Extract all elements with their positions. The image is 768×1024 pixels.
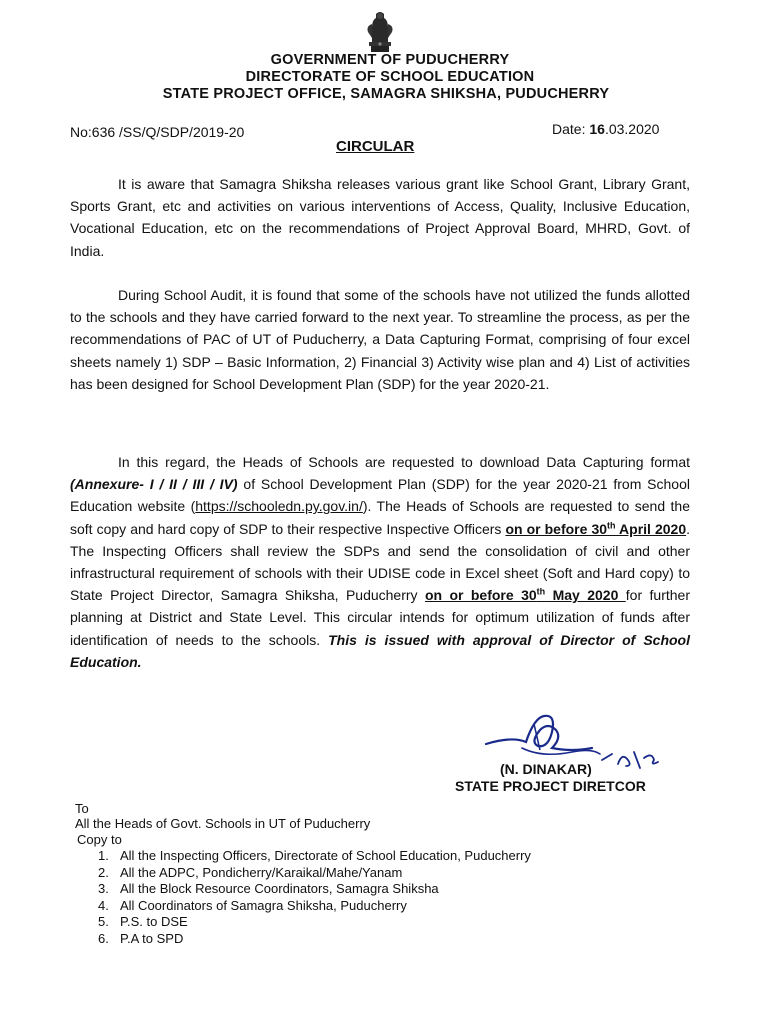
paragraph-1: It is aware that Samagra Shiksha releases various grant like School Grant, Library Grant, Sports Grant, etc and activities on various interventions of Access, Quality, Inclusive Education, Vocational Education, etc on the recommendations of Project Approval Board, MHRD, Govt. of India. <box>70 176 690 259</box>
header-office: STATE PROJECT OFFICE, SAMAGRA SHIKSHA, PUDUCHERRY <box>162 86 610 102</box>
to-label: To <box>75 801 89 816</box>
para3-text-4: . The Inspecting Officers shall review the SDPs and send the consolidation of civil and other infrastructural requirement of schools with their UDISE code in Excel sheet (Soft and Hard copy) to State Project Director, Samagra Shiksha, Puducherry <box>70 520 691 604</box>
circular-date <box>552 121 659 137</box>
list-item: 1. All the Inspecting Officers, Directorate of School Education, Puducherry <box>98 848 531 863</box>
header-directorate: DIRECTORATE OF SCHOOL EDUCATION <box>245 69 535 85</box>
copy-to-list <box>98 848 531 947</box>
signatory-designation: STATE PROJECT DIRETCOR <box>455 778 646 794</box>
signatory-name: (N. DINAKAR) <box>500 761 592 777</box>
para3-text-1: In this regard, the Heads of Schools are requested to download Data Capturing format <box>118 454 690 470</box>
list-item: 2. All the ADPC, Pondicherry/Karaikal/Mahe/Yanam <box>98 864 403 880</box>
list-item: 4. All Coordinators of Samagra Shiksha, Puducherry <box>98 897 407 913</box>
date-day: 16 <box>589 121 605 137</box>
approval-statement: This is issued with approval of Director of School Education. <box>70 631 690 670</box>
list-item: 5. P.S. to DSE <box>98 914 188 929</box>
deadline-may: on or before 30th May 2020 <box>424 586 626 604</box>
paragraph-2: During School Audit, it is found that some of the schools have not utilized the funds allotted to the schools and they have carried forward to the next year. To streamline the process, as per the recommendations of PAC of UT of Puducherry, a Data Capturing Format, comprising of four excel sheets namely 1) SDP – Basic Information, 2) Financial 3) Activity wise plan and 4) List of activities has been designed for School Development Plan (SDP) for the year 2020-21. <box>70 287 690 392</box>
para3-text-5: for further planning at District and State Level. This circular intends for optimum utilization of funds after identification of needs to the schools. <box>70 587 690 648</box>
to-address: All the Heads of Govt. Schools in UT of Puducherry <box>75 816 371 831</box>
website-link[interactable]: https://schooledn.py.gov.in/ <box>195 498 363 515</box>
reference-number: No:636 /SS/Q/SDP/2019-20 <box>70 124 245 140</box>
list-item: 6. P.A to SPD <box>98 930 184 946</box>
date-label: Date: <box>552 121 586 137</box>
list-item: 3. All the Block Resource Coordinators, Samagra Shiksha <box>98 881 439 896</box>
date-month-year: .03.2020 <box>604 121 660 137</box>
header-government: GOVERNMENT OF PUDUCHERRY <box>270 52 510 68</box>
deadline-april: on or before 30th April 2020 <box>505 519 687 537</box>
annexure-reference: (Annexure- I / II / III / IV) <box>70 476 238 493</box>
paragraph-3 <box>70 451 690 673</box>
copy-to-label: Copy to <box>77 832 122 847</box>
para3-text-3: ). The Heads of Schools are requested to send the soft copy and hard copy of SDP to their respective Inspective Officers <box>70 498 690 537</box>
para3-text-2: of School Development Plan (SDP) for the year 2020-21 from School Education website ( <box>70 476 690 515</box>
national-emblem-icon <box>362 8 398 54</box>
page-title: CIRCULAR <box>336 138 415 155</box>
